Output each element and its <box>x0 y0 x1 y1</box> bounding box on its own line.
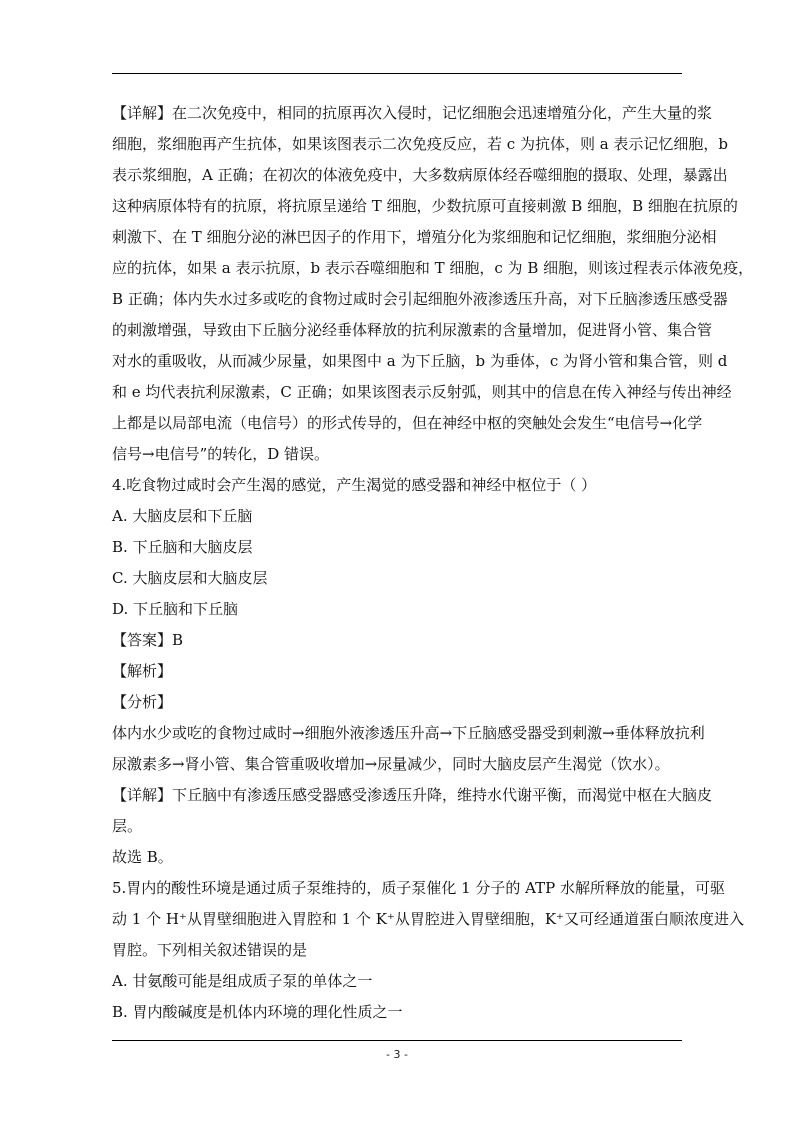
text-line: 信号→电信号”的转化，D 错误。 <box>112 445 330 463</box>
text-line: 故选 B。 <box>112 848 173 866</box>
text-line: 层。 <box>112 817 143 835</box>
text-line: 【详解】下丘脑中有渗透压感受器感受渗透压升降，维持水代谢平衡，而渴觉中枢在大脑皮 <box>112 786 713 804</box>
text-line: 动 1 个 H⁺从胃壁细胞进入胃腔和 1 个 K⁺从胃腔进入胃壁细胞，K⁺又可经通道蛋白顺浓度进入 <box>112 910 744 928</box>
text-line: 上都是以局部电流（电信号）的形式传导的，但在神经中枢的突触处会发生“电信号→化学 <box>112 414 703 432</box>
question-stem: 5.胃内的酸性环境是通过质子泵维持的，质子泵催化 1 分子的 ATP 水解所释放的能量，可驱 <box>112 879 726 897</box>
option-b: B. 胃内酸碱度是机体内环境的理化性质之一 <box>112 1003 403 1021</box>
footer-rule <box>112 1040 682 1041</box>
text-line: 和 e 均代表抗利尿激素，C 正确；如果该图表示反射弧，则其中的信息在传入神经与传出神经 <box>112 383 732 401</box>
question-stem: 4.吃食物过咸时会产生渴的感觉，产生渴觉的感受器和神经中枢位于（ ） <box>112 476 597 494</box>
analysis-heading: 【解析】 <box>112 662 173 680</box>
text-line: 表示浆细胞，A 正确；在初次的体液免疫中，大多数病原体经吞噬细胞的摄取、处理，暴露出 <box>112 166 728 184</box>
header-rule <box>112 73 682 74</box>
analysis-subheading: 【分析】 <box>112 693 173 711</box>
text-line: 体内水少或吃的食物过咸时→细胞外液渗透压升高→下丘脑感受器受到刺激→垂体释放抗利 <box>112 724 705 742</box>
text-line: 应的抗体，如果 a 表示抗原，b 表示吞噬细胞和 T 细胞，c 为 B 细胞，则该过程表示体液免疫， <box>112 259 754 277</box>
option-a: A. 大脑皮层和下丘脑 <box>112 507 253 525</box>
answer-label: 【答案】B <box>112 631 184 649</box>
text-line: 的刺激增强，导致由下丘脑分泌经垂体释放的抗利尿激素的含量增加，促进肾小管、集合管 <box>112 321 713 339</box>
text-line: 尿激素多→肾小管、集合管重吸收增加→尿量减少，同时大脑皮层产生渴觉（饮水）。 <box>112 755 670 773</box>
text-line: B 正确；体内失水过多或吃的食物过咸时会引起细胞外液渗透压升高，对下丘脑渗透压感受器 <box>112 290 728 308</box>
text-line: 对水的重吸收，从而减少尿量，如果图中 a 为下丘脑，b 为垂体，c 为肾小管和集合管，则 d <box>112 352 728 370</box>
text-line: 【详解】在二次免疫中，相同的抗原再次入侵时，记忆细胞会迅速增殖分化，产生大量的浆 <box>112 104 713 122</box>
option-d: D. 下丘脑和下丘脑 <box>112 600 239 618</box>
option-a: A. 甘氨酸可能是组成质子泵的单体之一 <box>112 972 373 990</box>
text-line: 细胞，浆细胞再产生抗体，如果该图表示二次免疫反应，若 c 为抗体，则 a 表示记忆细胞，b <box>112 135 729 153</box>
option-b: B. 下丘脑和大脑皮层 <box>112 538 253 556</box>
option-c: C. 大脑皮层和大脑皮层 <box>112 569 268 587</box>
document-body <box>112 98 754 1028</box>
page-number: - 3 - <box>386 1048 408 1061</box>
text-line: 胃腔。下列相关叙述错误的是 <box>112 941 308 959</box>
text-line: 刺激下、在 T 细胞分泌的淋巴因子的作用下，增殖分化为浆细胞和记忆细胞，浆细胞分泌相 <box>112 228 717 246</box>
text-line: 这种病原体特有的抗原，将抗原呈递给 T 细胞，少数抗原可直接刺激 B 细胞，B 细胞在抗原的 <box>112 197 738 215</box>
